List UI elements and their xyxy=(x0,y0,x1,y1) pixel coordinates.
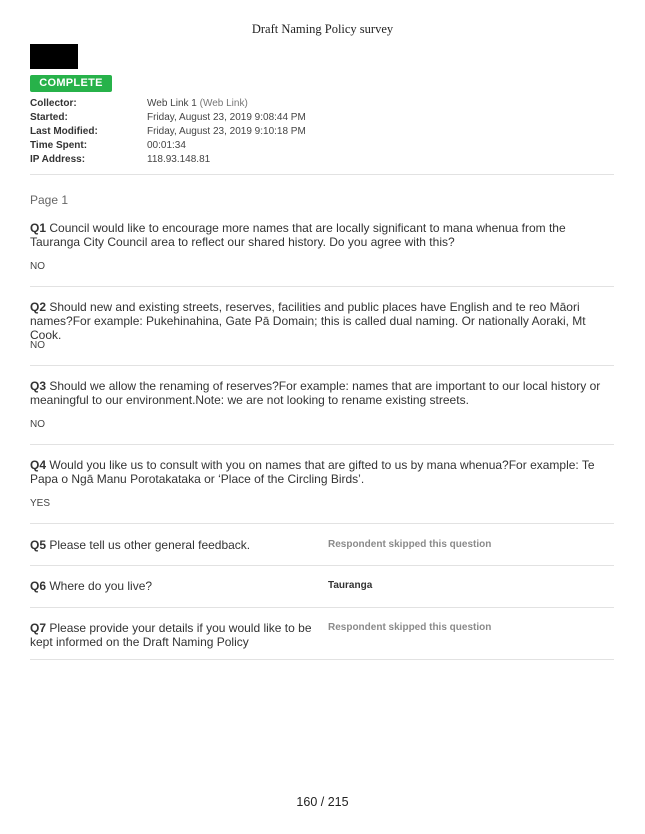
divider xyxy=(30,659,614,660)
answer-q2: NO xyxy=(30,340,45,351)
answer-q4: YES xyxy=(30,498,51,509)
answer-q5: Respondent skipped this question xyxy=(328,539,492,550)
divider xyxy=(30,565,614,566)
question-q2 xyxy=(30,300,614,342)
meta-row-time-spent xyxy=(30,139,614,153)
meta-label: IP Address: xyxy=(30,154,86,165)
meta-value: Friday, August 23, 2019 9:08:44 PM xyxy=(147,112,306,123)
question-text: Would you like us to consult with you on names that are gifted to us by mana whenua?For example: Te Papa o Ngā Manu Porotakataka or ‘Place of the Circling Birds’. xyxy=(30,458,595,486)
divider xyxy=(30,444,614,445)
question-q5 xyxy=(30,538,614,552)
status-badge: COMPLETE xyxy=(30,75,112,92)
page-number: 160 / 215 xyxy=(296,795,349,809)
question-number: Q4 xyxy=(30,458,47,472)
meta-value xyxy=(147,97,248,111)
question-text: Please provide your details if you would like to be kept informed on the Draft Naming Policy xyxy=(30,621,312,649)
question-q7 xyxy=(30,621,614,649)
divider xyxy=(30,174,614,175)
divider xyxy=(30,607,614,608)
question-text-block xyxy=(30,538,328,552)
question-number: Q3 xyxy=(30,379,47,393)
question-text: Should new and existing streets, reserves, facilities and public places have English and te reo Māori names?For example: Pukehinahina, Gate Pā Domain; this is called dual naming. Or nationally Aoraki, Mt Cook. xyxy=(30,300,586,342)
meta-label: Last Modified: xyxy=(30,126,98,137)
document-title: Draft Naming Policy survey xyxy=(251,22,394,36)
question-q1 xyxy=(30,221,614,249)
question-q4 xyxy=(30,458,614,486)
meta-value: Friday, August 23, 2019 9:10:18 PM xyxy=(147,126,306,137)
meta-row-started xyxy=(30,111,614,125)
question-text: Council would like to encourage more names that are locally significant to mana whenua from the Tauranga City Council area to reflect our shared history. Do you agree with this? xyxy=(30,221,566,249)
meta-value: 00:01:34 xyxy=(147,140,186,151)
question-q6 xyxy=(30,579,614,593)
meta-row-last-modified xyxy=(30,125,614,139)
question-number: Q1 xyxy=(30,221,47,235)
divider xyxy=(30,286,614,287)
question-number: Q5 xyxy=(30,538,47,552)
meta-value: 118.93.148.81 xyxy=(147,154,211,165)
question-text: Where do you live? xyxy=(46,579,153,593)
question-text: Please tell us other general feedback. xyxy=(46,538,251,552)
question-number: Q6 xyxy=(30,579,47,593)
question-text-block xyxy=(30,579,328,593)
response-metadata xyxy=(30,97,614,167)
answer-q7: Respondent skipped this question xyxy=(328,622,492,633)
collector-type: (Web Link) xyxy=(199,98,248,109)
answer-q3: NO xyxy=(30,419,45,430)
meta-label: Started: xyxy=(30,112,68,123)
divider xyxy=(30,523,614,524)
meta-row-collector xyxy=(30,97,614,111)
question-number: Q7 xyxy=(30,621,47,635)
meta-label: Time Spent: xyxy=(30,140,88,151)
answer-q6: Tauranga xyxy=(328,580,373,591)
question-text: Should we allow the renaming of reserves?For example: names that are important to our local history or meaningful to our environment.Note: we are not looking to rename existing streets. xyxy=(30,379,601,407)
page-label: Page 1 xyxy=(30,193,69,207)
question-q3 xyxy=(30,379,614,407)
meta-label: Collector: xyxy=(30,98,77,109)
divider xyxy=(30,365,614,366)
answer-q1: NO xyxy=(30,261,45,272)
redacted-block xyxy=(30,44,78,69)
question-number: Q2 xyxy=(30,300,47,314)
question-text-block xyxy=(30,621,328,649)
meta-row-ip-address xyxy=(30,153,614,167)
collector-value: Web Link 1 xyxy=(147,98,197,109)
